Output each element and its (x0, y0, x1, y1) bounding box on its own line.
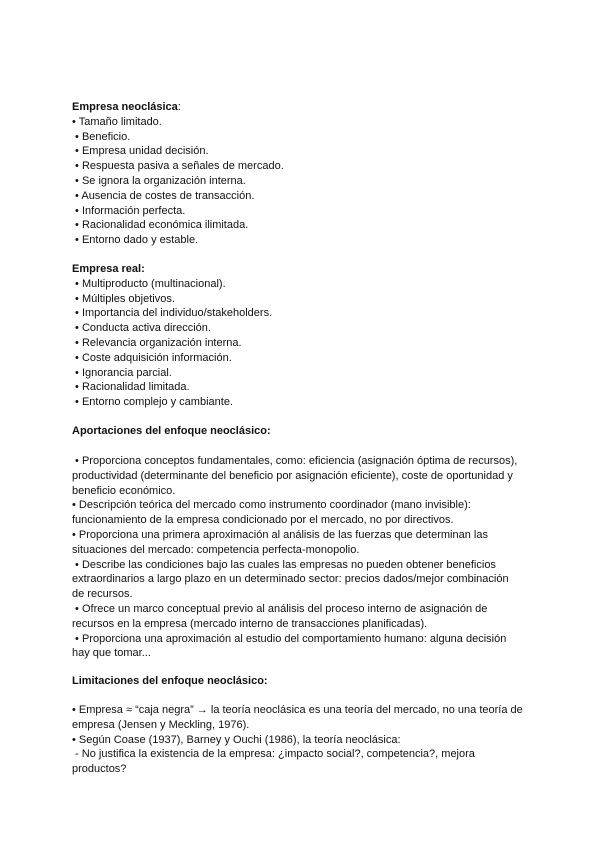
aportaciones-body (72, 454, 532, 661)
list-item: • Empresa unidad decisión. (72, 145, 209, 158)
list-item: • Beneficio. (72, 130, 131, 143)
section-empresa-real (72, 262, 532, 410)
list-item: • Ignorancia parcial. (72, 366, 172, 379)
section-empresa-neoclasica (72, 100, 532, 248)
paragraph-line: recursos en la empresa (mercado interno de transacciones planificadas). (72, 617, 428, 630)
heading-colon: : (177, 101, 181, 113)
section-heading: Limitaciones del enfoque neoclásico: (72, 675, 268, 687)
paragraph-line: • Proporciona una aproximación al estudio del comportamiento humano: alguna decisión (72, 632, 507, 645)
list-item: • Respuesta pasiva a señales de mercado. (72, 160, 284, 173)
heading-text: Empresa neoclásica (72, 101, 178, 113)
paragraph-line: • Proporciona conceptos fundamentales, como: eficiencia (asignación óptima de recursos), (72, 455, 518, 467)
list-item: • Multiproducto (multinacional). (72, 277, 226, 290)
paragraph-line: • Descripción teórica del mercado como instrumento coordinador (mano invisible): (72, 499, 471, 512)
limitaciones-body (72, 703, 532, 777)
paragraph-line: situaciones del mercado: competencia perfecta-monopolio. (72, 543, 360, 556)
paragraph-line: de recursos. (72, 588, 133, 601)
paragraph-line: • Proporciona una primera aproximación al análisis de las fuerzas que determinan las (72, 528, 488, 541)
paragraph-line: • Ofrece un marco conceptual previo al análisis del proceso interno de asignación de (72, 602, 488, 615)
list-item: • Entorno complejo y cambiante. (72, 396, 233, 409)
paragraph-line: productividad (determinante del beneficio por asignación eficiente), coste de oportunidad y (72, 469, 513, 482)
paragraph-line: - No justifica la existencia de la empresa: ¿impacto social?, competencia?, mejora (72, 748, 475, 761)
section-heading (72, 100, 532, 115)
list-item: • Entorno dado y estable. (72, 234, 199, 247)
list-item: • Conducta activa dirección. (72, 322, 211, 335)
list-item: • Información perfecta. (72, 204, 186, 217)
paragraph-line: • Según Coase (1937), Barney y Ouchi (1986), la teoría neoclásica: (72, 733, 401, 746)
section-aportaciones (72, 424, 532, 439)
section-heading: Empresa real: (72, 263, 145, 275)
list-item: • Tamaño limitado. (72, 115, 162, 128)
list-item: • Importancia del individuo/stakeholders. (72, 307, 273, 320)
paragraph-line: extraordinarios a largo plazo en un determinado sector: precios dados/mejor combinación (72, 573, 509, 586)
paragraph-line: funcionamiento de la empresa condicionado por el mercado, no por directivos. (72, 514, 454, 527)
paragraph-line: productos? (72, 763, 127, 776)
section-limitaciones (72, 674, 532, 689)
paragraph-line: hay que tomar... (72, 647, 151, 660)
paragraph-line: • Describe las condiciones bajo las cuales las empresas no pueden obtener beneficios (72, 558, 496, 571)
list-item: • Coste adquisición información. (72, 351, 232, 364)
list-item: • Ausencia de costes de transacción. (72, 189, 255, 202)
paragraph-line: beneficio económico. (72, 484, 176, 497)
list-item: • Relevancia organización interna. (72, 336, 242, 349)
list-item: • Racionalidad económica ilimitada. (72, 219, 249, 232)
list-item: • Se ignora la organización interna. (72, 174, 246, 187)
paragraph-line: empresa (Jensen y Meckling, 1976). (72, 718, 250, 731)
section-heading: Aportaciones del enfoque neoclásico: (72, 425, 271, 437)
list-item: • Múltiples objetivos. (72, 292, 175, 305)
paragraph-line: • Empresa ≈ “caja negra” → la teoría neoclásica es una teoría del mercado, no una teoría de (72, 704, 523, 716)
list-item: • Racionalidad limitada. (72, 381, 190, 394)
